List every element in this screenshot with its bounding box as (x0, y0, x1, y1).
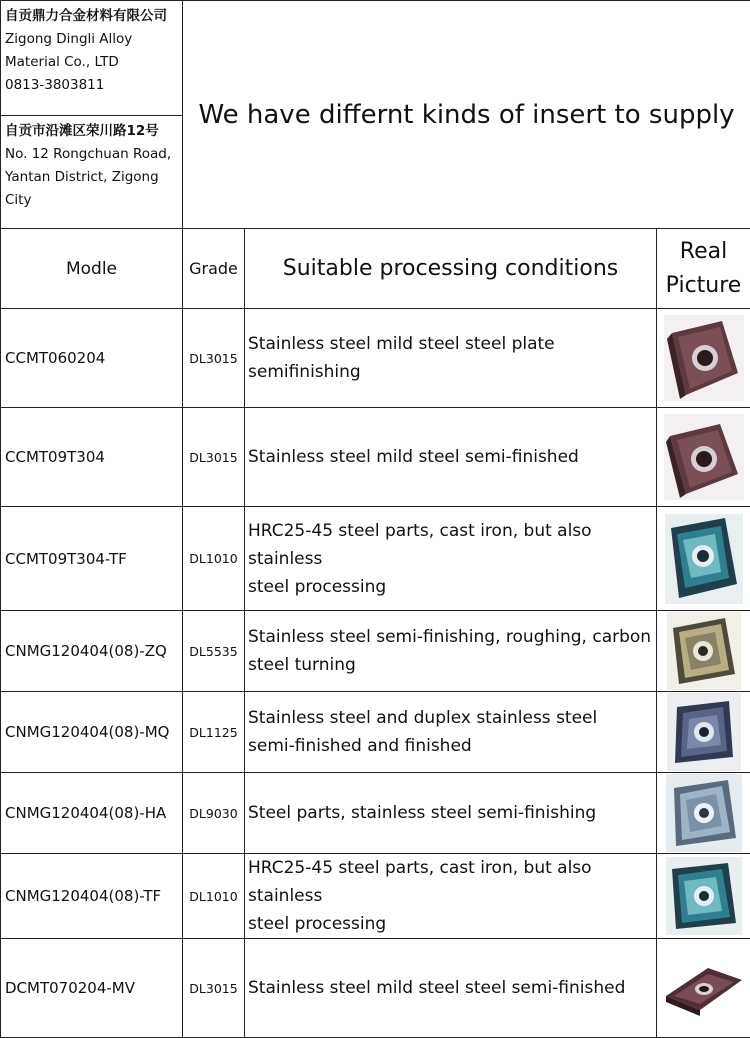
iridescent-rhombic-insert-icon (665, 514, 743, 604)
gold-rhombic-insert-icon (667, 612, 741, 690)
row-conditions-line1: Stainless steel and duplex stainless steel (248, 704, 656, 732)
address-en-line1: No. 12 Rongchuan Road, (5, 143, 178, 166)
row-conditions-line1: Stainless steel mild steel steel semi-finished (248, 978, 625, 998)
blue-gray-rhombic-insert-icon (667, 693, 741, 771)
row-conditions (245, 773, 657, 854)
row-conditions-line2: steel turning (248, 651, 656, 679)
column-header-grade: Grade (183, 229, 245, 309)
row-model: CNMG120404(08)-TF (1, 854, 183, 939)
address-en-line3: City (5, 189, 178, 212)
company-address (1, 116, 183, 229)
row-picture (657, 309, 750, 408)
row-conditions-line1: Steel parts, stainless steel semi-finishing (248, 803, 596, 823)
purple-rhombic-insert-icon (664, 315, 744, 401)
row-conditions (245, 408, 657, 507)
row-conditions-line1: HRC25-45 steel parts, cast iron, but also stainless (248, 517, 656, 573)
row-conditions (245, 854, 657, 939)
purple-diamond-insert-icon (662, 956, 746, 1020)
row-grade: DL3015 (183, 939, 245, 1038)
table-row (1, 611, 750, 692)
row-grade: DL5535 (183, 611, 245, 692)
column-header-model: Modle (1, 229, 183, 309)
row-grade: DL1010 (183, 854, 245, 939)
company-name-en-line1: Zigong Dingli Alloy (5, 28, 178, 51)
company-name-cn: 自贡鼎力合金材料有限公司 (5, 5, 178, 28)
column-header-picture-line1: Real (657, 235, 750, 269)
row-grade: DL3015 (183, 408, 245, 507)
row-conditions-line2: steel processing (248, 910, 656, 938)
table-row (1, 692, 750, 773)
column-header-row (1, 229, 750, 309)
table-row (1, 773, 750, 854)
row-conditions-line1: Stainless steel mild steel steel plate semifinishing (248, 334, 555, 382)
column-header-conditions: Suitable processing conditions (245, 229, 657, 309)
table-row (1, 309, 750, 408)
row-conditions (245, 692, 657, 773)
row-conditions-line2: steel processing (248, 573, 656, 601)
row-conditions (245, 309, 657, 408)
row-grade: DL9030 (183, 773, 245, 854)
row-model: DCMT070204-MV (1, 939, 183, 1038)
row-picture (657, 507, 750, 611)
row-model: CNMG120404(08)-ZQ (1, 611, 183, 692)
row-picture (657, 692, 750, 773)
table-row (1, 408, 750, 507)
row-picture (657, 939, 750, 1038)
column-header-picture-line2: Picture (657, 269, 750, 303)
row-conditions (245, 611, 657, 692)
table-row (1, 939, 750, 1038)
row-model: CCMT09T304 (1, 408, 183, 507)
row-grade: DL1125 (183, 692, 245, 773)
table-row (1, 507, 750, 611)
row-model: CNMG120404(08)-HA (1, 773, 183, 854)
silver-blue-rhombic-insert-icon (666, 774, 742, 852)
column-header-picture (657, 229, 750, 309)
row-picture (657, 854, 750, 939)
row-grade: DL1010 (183, 507, 245, 611)
table-row (1, 854, 750, 939)
page-headline: We have differnt kinds of insert to supply (183, 1, 750, 229)
row-conditions-line2: semi-finished and finished (248, 732, 656, 760)
company-phone: 0813-3803811 (5, 74, 178, 97)
row-conditions (245, 507, 657, 611)
purple-rhombic-insert-icon (664, 414, 744, 500)
row-model: CNMG120404(08)-MQ (1, 692, 183, 773)
row-grade: DL3015 (183, 309, 245, 408)
row-conditions (245, 939, 657, 1038)
row-picture (657, 611, 750, 692)
row-conditions-line1: Stainless steel mild steel semi-finished (248, 447, 579, 467)
row-conditions-line1: HRC25-45 steel parts, cast iron, but also stainless (248, 854, 656, 910)
address-cn: 自贡市沿滩区荣川路12号 (5, 120, 178, 143)
iridescent-rhombic-insert-icon (666, 857, 742, 935)
row-conditions-line1: Stainless steel semi-finishing, roughing, carbon (248, 623, 656, 651)
company-info (1, 1, 183, 116)
company-name-en-line2: Material Co., LTD (5, 51, 178, 74)
row-model: CCMT060204 (1, 309, 183, 408)
row-picture (657, 408, 750, 507)
row-picture (657, 773, 750, 854)
address-en-line2: Yantan District, Zigong (5, 166, 178, 189)
row-model: CCMT09T304-TF (1, 507, 183, 611)
